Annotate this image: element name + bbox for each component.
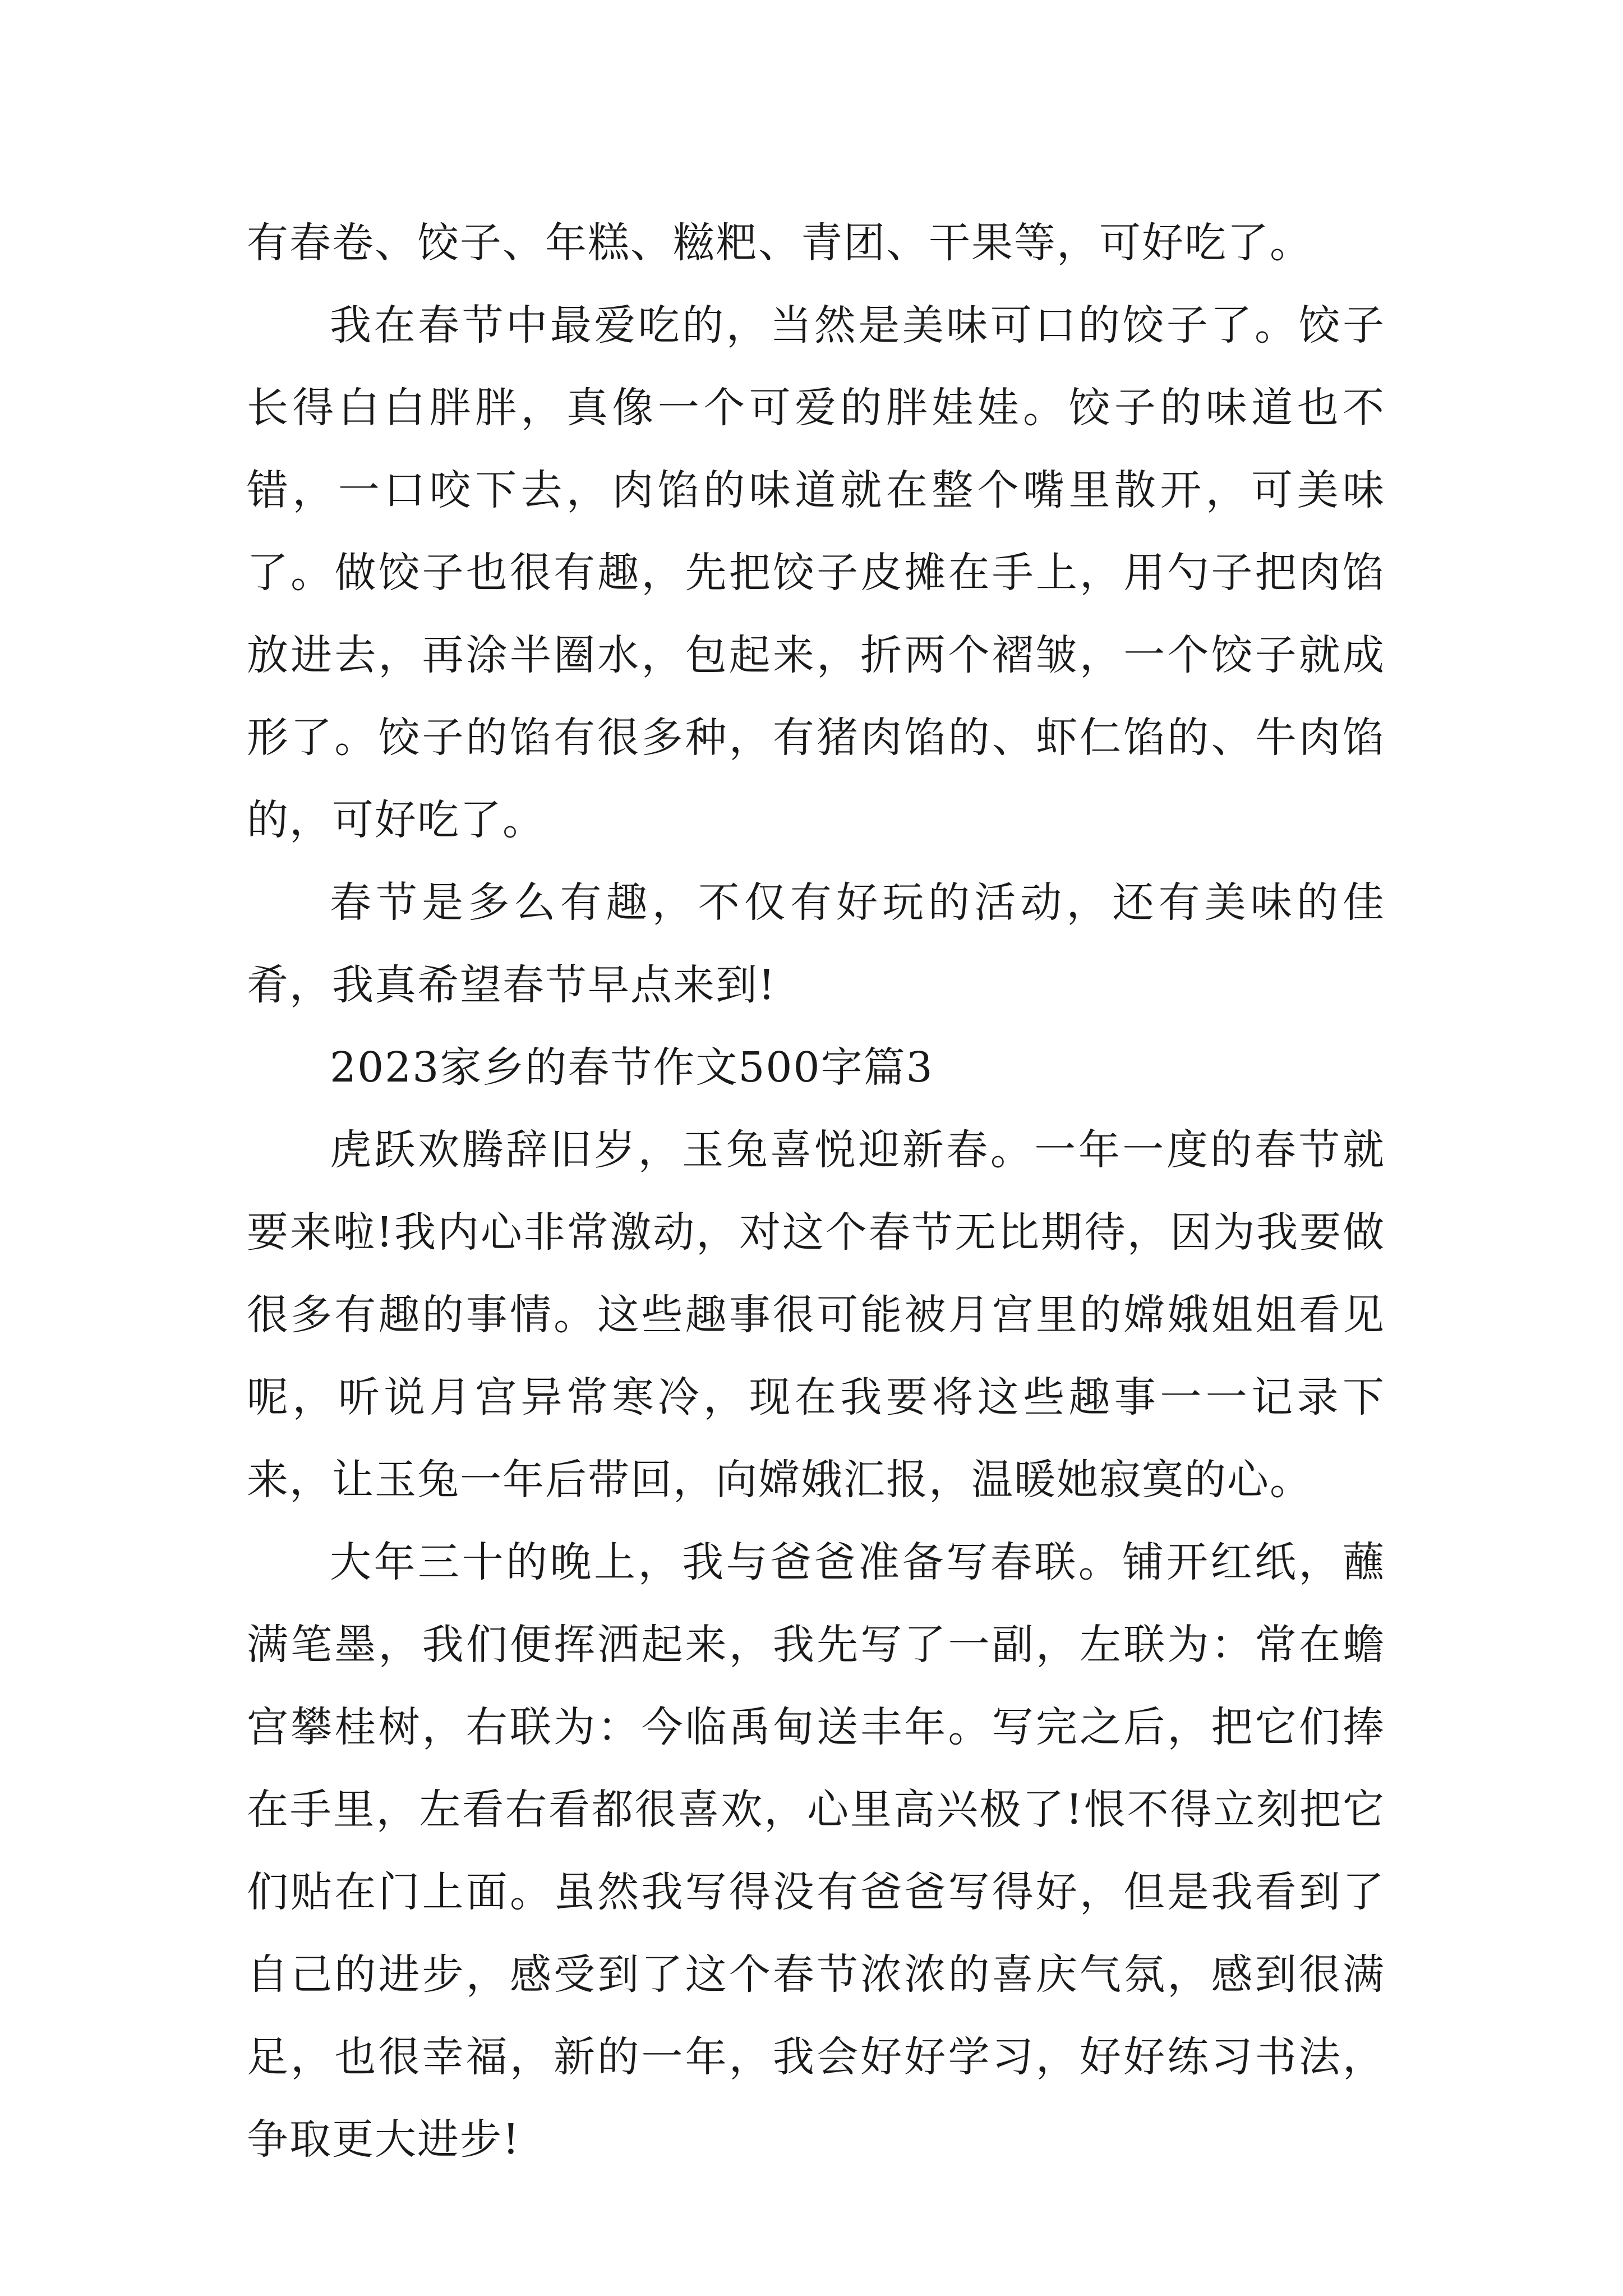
paragraph-5: 大年三十的晚上，我与爸爸准备写春联。铺开红纸，蘸满笔墨，我们便挥洒起来，我先写了一副，左联为：常在蟾宫攀桂树，右联为：今临禹甸送丰年。写完之后，把它们捧在手里，左看右看都很喜欢，心里高兴极了!恨不得立刻把它们贴在门上面。虽然我写得没有爸爸写得好，但是我看到了自己的进步，感受到了这个春节浓浓的喜庆气氛，感到很满足，也很幸福，新的一年，我会好好学习，好好练习书法，争取更大进步!	[247, 1538, 1385, 2164]
paragraph-4: 虎跃欢腾辞旧岁，玉兔喜悦迎新春。一年一度的春节就要来啦!我内心非常激动，对这个春节无比期待，因为我要做很多有趣的事情。这些趣事很可能被月宫里的嫦娥姐姐看见呢，听说月宫异常寒冷，现在我要将这些趣事一一记录下来，让玉兔一年后带回，向嫦娥汇报，温暖她寂寞的心。	[247, 1126, 1385, 1504]
document-body	[247, 202, 1385, 2181]
paragraph-1: 有春卷、饺子、年糕、糍粑、青团、干果等，可好吃了。	[247, 219, 1312, 267]
paragraph-2: 我在春节中最爱吃的，当然是美味可口的饺子了。饺子长得白白胖胖，真像一个可爱的胖娃娃。饺子的味道也不错，一口咬下去，肉馅的味道就在整个嘴里散开，可美味了。做饺子也很有趣，先把饺子皮摊在手上，用勺子把肉馅放进去，再涂半圈水，包起来，折两个褶皱，一个饺子就成形了。饺子的馅有很多种，有猪肉馅的、虾仁馅的、牛肉馅的，可好吃了。	[247, 301, 1385, 844]
paragraph-3: 春节是多么有趣，不仅有好玩的活动，还有美味的佳肴，我真希望春节早点来到!	[247, 878, 1385, 1009]
section-heading: 2023家乡的春节作文500字篇3	[330, 1043, 934, 1092]
